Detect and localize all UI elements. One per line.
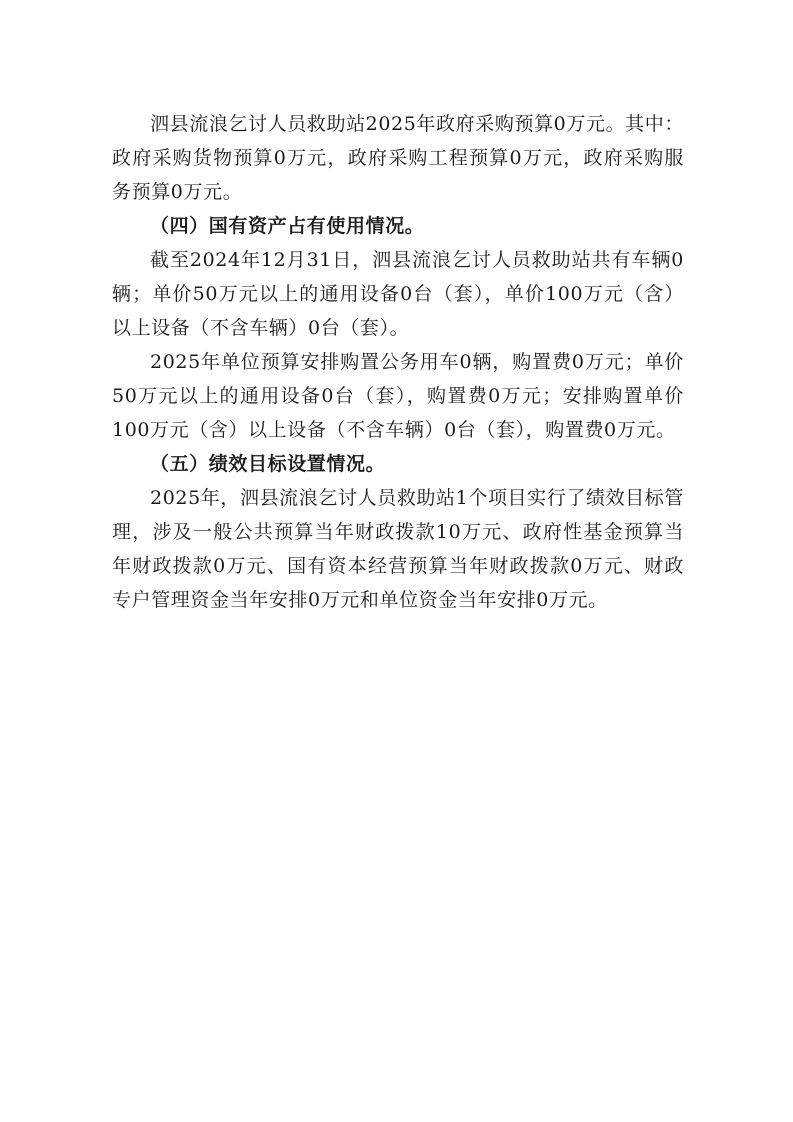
section-heading-state-assets: （四）国有资产占有使用情况。 [150, 215, 425, 237]
paragraph-procurement-budget: 泗县流浪乞讨人员救助站2025年政府采购预算0万元。其中：政府采购货物预算0万元，政府采购工程预算0万元，政府采购服务预算0万元。 [112, 113, 684, 203]
section-heading-performance-goals: （五）绩效目标设置情况。 [150, 453, 386, 475]
paragraph-performance-goals: 2025年，泗县流浪乞讨人员救助站1个项目实行了绩效目标管理，涉及一般公共预算当年财政拨款10万元、政府性基金预算当年财政拨款0万元、国有资本经营预算当年财政拨款0万元、财政专户管理资金当年安排0万元和单位资金当年安排0万元。 [112, 487, 684, 611]
paragraph-asset-purchase-plan: 2025年单位预算安排购置公务用车0辆，购置费0万元；单价50万元以上的通用设备0台（套），购置费0万元；安排购置单价100万元（含）以上设备（不含车辆）0台（套），购置费0万元。 [112, 351, 684, 441]
paragraph-assets-status: 截至2024年12月31日，泗县流浪乞讨人员救助站共有车辆0辆；单价50万元以上的通用设备0台（套），单价100万元（含）以上设备（不含车辆）0台（套）。 [112, 249, 684, 339]
document-body [112, 107, 684, 617]
